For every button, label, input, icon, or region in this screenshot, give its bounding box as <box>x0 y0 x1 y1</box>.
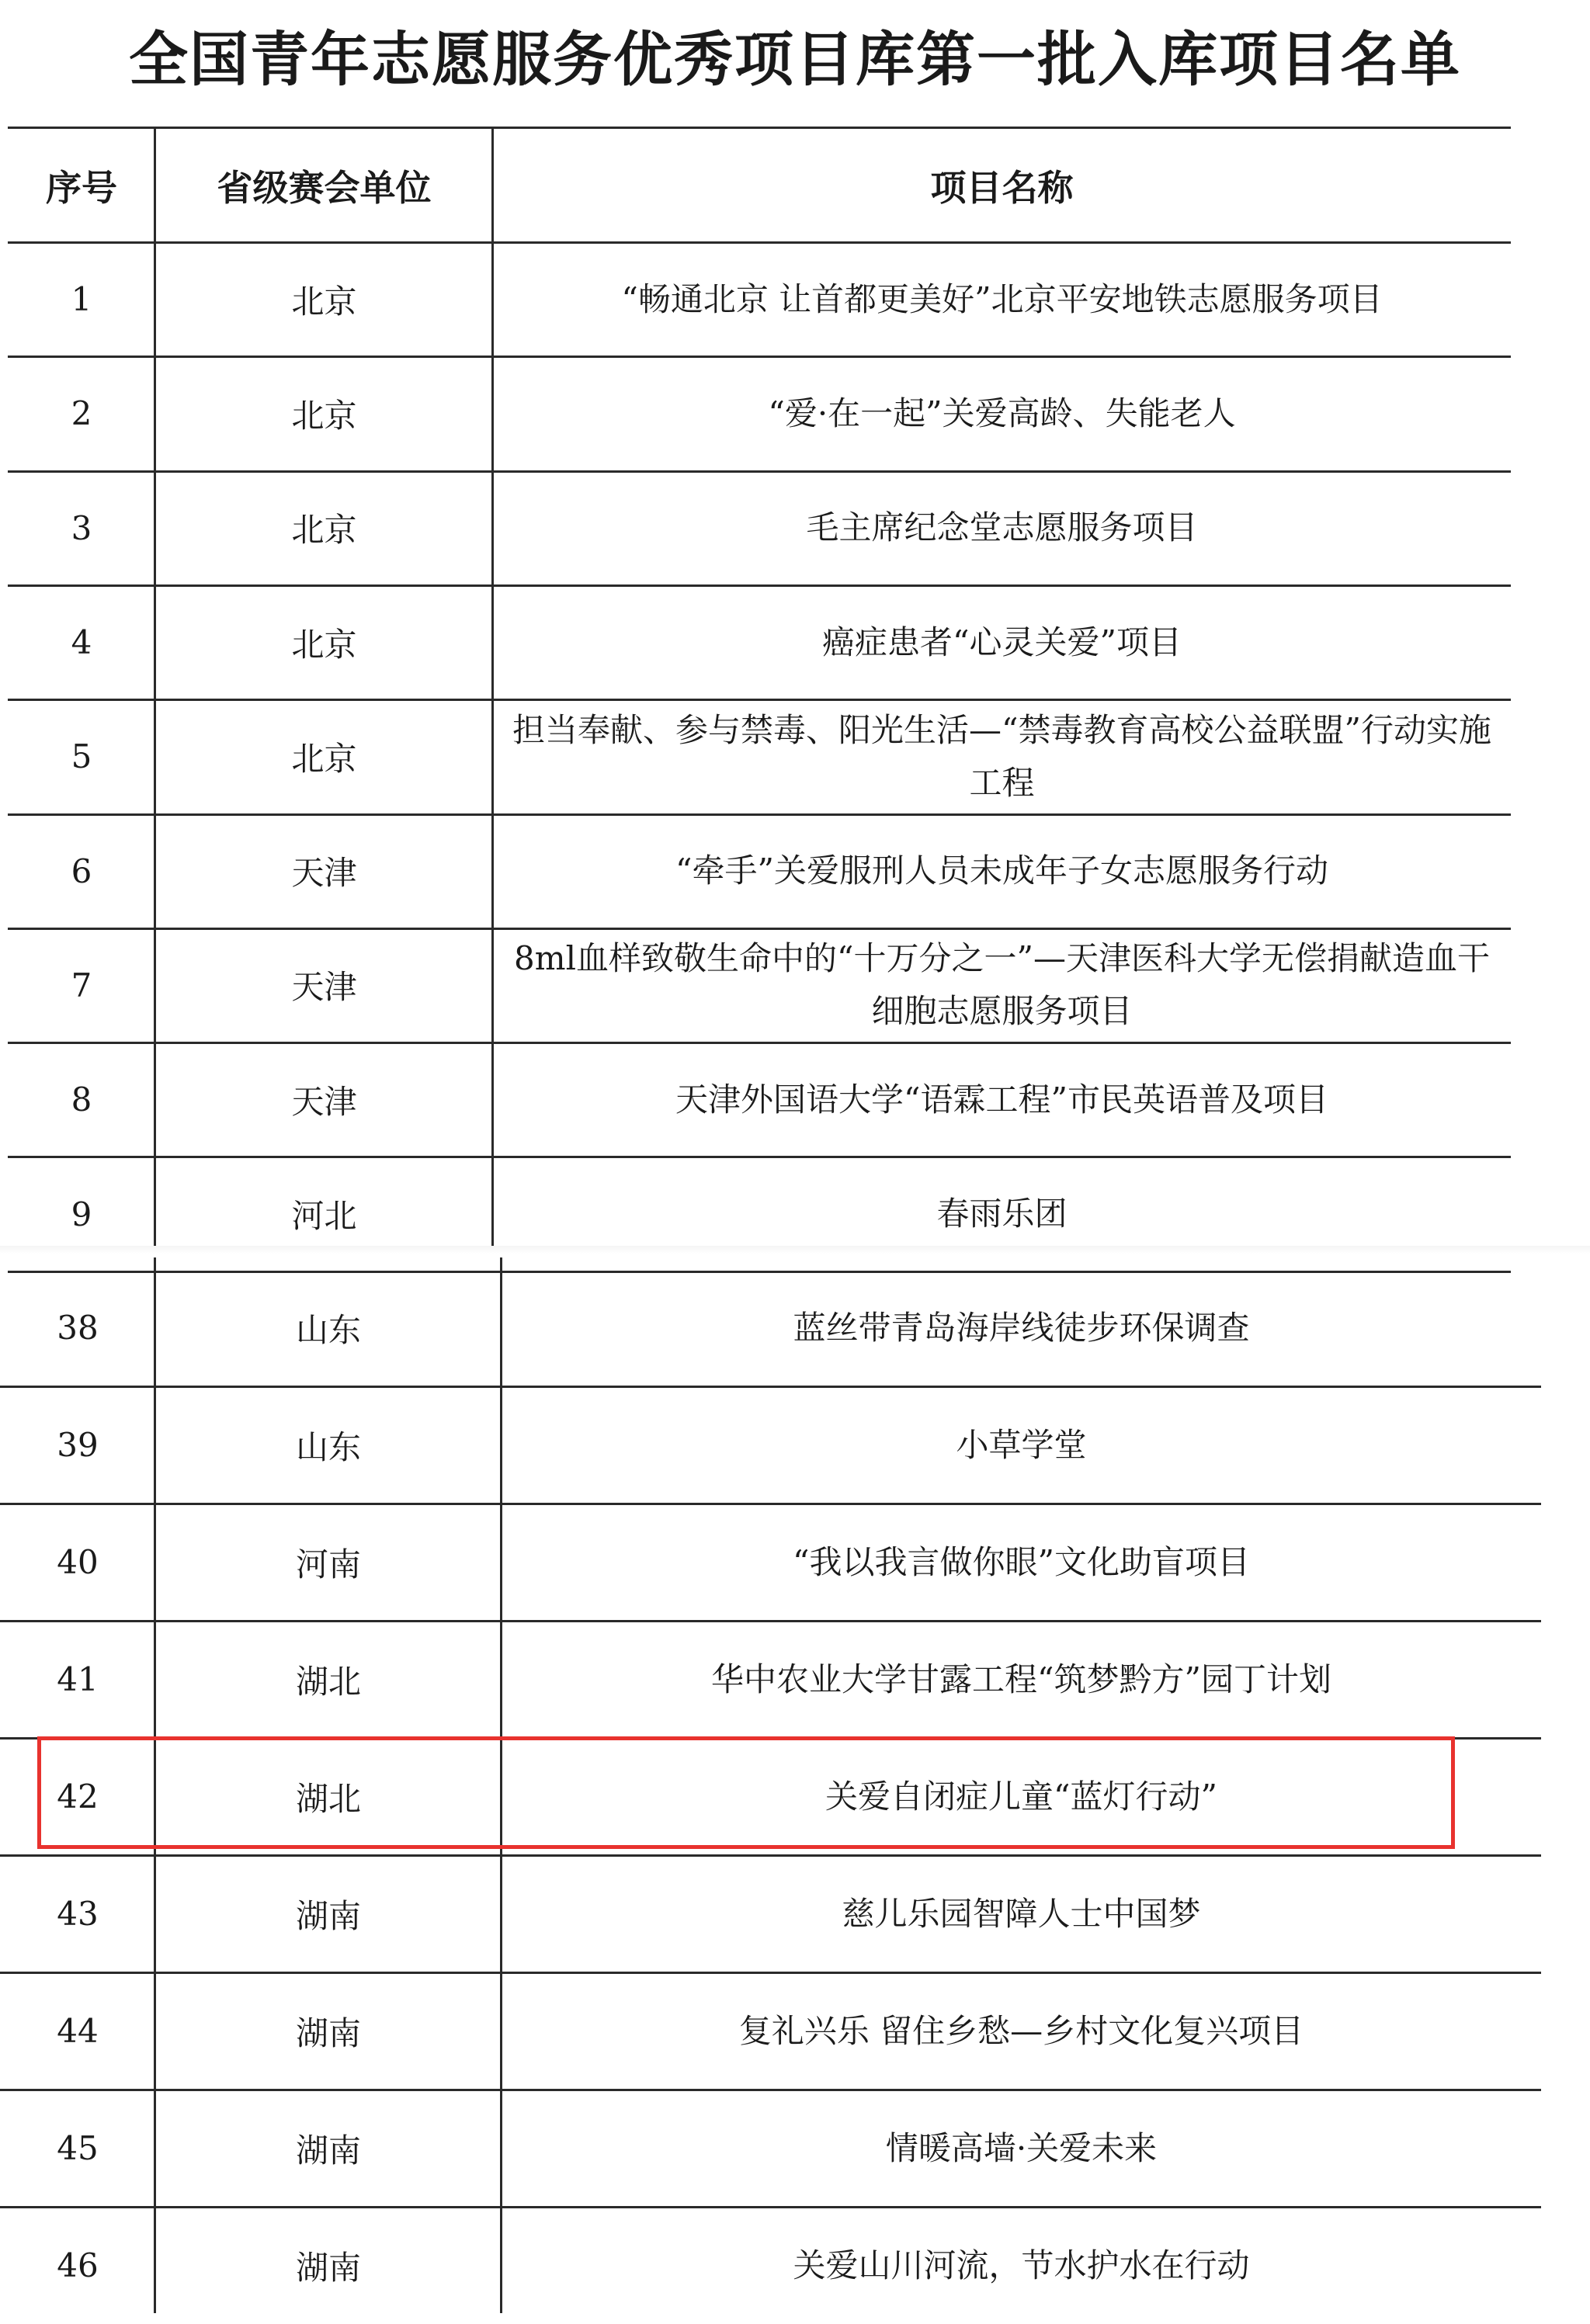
row-seq: 7 <box>71 966 92 1004</box>
header-name: 项目名称 <box>930 166 1074 209</box>
row-unit: 河南 <box>295 1545 361 1583</box>
row-seq: 40 <box>57 1543 99 1581</box>
row-project-name: 复礼兴乐 留住乡愁—乡村文化复兴项目 <box>738 2011 1304 2050</box>
document-title: 全国青年志愿服务优秀项目库第一批入库项目名单 <box>129 25 1461 94</box>
row-project-name: 春雨乐团 <box>936 1195 1068 1233</box>
table-rule <box>0 2206 1541 2208</box>
row-unit: 湖南 <box>295 1896 361 1935</box>
row-project-name: “爱·在一起”关爱高龄、失能老人 <box>768 394 1236 432</box>
table-row <box>0 2207 1541 2324</box>
row-seq: 45 <box>57 2129 99 2167</box>
row-seq: 42 <box>57 1778 99 1816</box>
table-row <box>0 1738 1541 1855</box>
row-project-name: 毛主席纪念堂志愿服务项目 <box>806 508 1198 547</box>
row-unit: 天津 <box>291 968 357 1007</box>
header-seq: 序号 <box>46 166 117 209</box>
row-seq: 1 <box>71 280 92 319</box>
row-project-name: “牵手”关爱服刑人员未成年子女志愿服务行动 <box>675 852 1328 890</box>
table-rule <box>0 1503 1541 1505</box>
row-unit: 天津 <box>291 854 357 893</box>
row-seq: 43 <box>57 1895 99 1933</box>
row-project-name: 癌症患者“心灵关爱”项目 <box>822 623 1182 661</box>
row-project-name: 关爱自闭症儿童“蓝灯行动” <box>825 1777 1217 1816</box>
table-row <box>0 1504 1541 1621</box>
row-unit: 湖南 <box>295 2014 361 2052</box>
row-project-name: 关爱山川河流，节水护水在行动 <box>793 2246 1250 2284</box>
row-unit: 湖北 <box>295 1662 361 1701</box>
row-project-name: 8ml血样致敬生命中的“十万分之一”—天津医科大学无偿捐献造血干细胞志愿服务项目 <box>514 939 1490 1031</box>
row-project-name: 蓝丝带青岛海岸线徒步环保调查 <box>793 1308 1250 1347</box>
table-rule <box>0 2089 1541 2091</box>
row-unit: 湖南 <box>295 2131 361 2170</box>
row-project-name: “畅通北京 让首都更美好”北京平安地铁志愿服务项目 <box>621 279 1383 318</box>
row-unit: 山东 <box>295 1310 361 1349</box>
row-seq: 41 <box>57 1660 99 1698</box>
row-project-name: 情暖高墙·关爱未来 <box>885 2128 1158 2167</box>
row-seq: 8 <box>71 1080 92 1119</box>
row-seq: 39 <box>57 1426 99 1464</box>
row-seq: 6 <box>71 852 92 890</box>
table-rule <box>0 1386 1541 1388</box>
column-divider <box>500 1257 502 2313</box>
row-unit: 天津 <box>291 1082 357 1121</box>
row-seq: 2 <box>71 394 92 433</box>
row-seq: 38 <box>57 1309 99 1347</box>
table-rule <box>0 1854 1541 1857</box>
row-seq: 9 <box>71 1195 92 1233</box>
row-unit: 北京 <box>291 625 357 664</box>
table-rule <box>0 1620 1541 1622</box>
row-unit: 北京 <box>291 739 357 778</box>
row-unit: 河北 <box>291 1197 357 1236</box>
table-rule <box>0 1737 1541 1740</box>
row-seq: 5 <box>71 737 92 776</box>
row-unit: 湖北 <box>295 1779 361 1818</box>
table-row <box>0 1972 1541 2090</box>
row-project-name: 华中农业大学甘露工程“筑梦黔方”园丁计划 <box>711 1660 1331 1698</box>
table-row <box>0 1621 1541 1738</box>
table-row <box>0 1855 1541 1972</box>
column-divider <box>154 1257 156 2313</box>
row-project-name: 慈儿乐园智障人士中国梦 <box>842 1894 1201 1933</box>
row-project-name: 天津外国语大学“语霖工程”市民英语普及项目 <box>675 1080 1328 1119</box>
row-project-name: “我以我言做你眼”文化助盲项目 <box>793 1542 1250 1581</box>
row-unit: 北京 <box>291 396 357 435</box>
row-project-name: 小草学堂 <box>956 1425 1087 1464</box>
row-unit: 北京 <box>291 282 357 321</box>
row-seq: 3 <box>71 508 92 547</box>
row-unit: 山东 <box>295 1427 361 1466</box>
row-unit: 北京 <box>291 511 357 550</box>
table-row <box>0 1269 1541 1386</box>
row-project-name: 担当奉献、参与禁毒、阳光生活—“禁毒教育高校公益联盟”行动实施工程 <box>512 710 1491 802</box>
row-seq: 46 <box>57 2246 99 2284</box>
row-unit: 湖南 <box>295 2248 361 2287</box>
row-seq: 4 <box>71 623 92 662</box>
table-row <box>0 2090 1541 2207</box>
header-unit: 省级赛会单位 <box>217 166 432 209</box>
table-rule <box>0 1972 1541 1974</box>
table-row <box>0 1386 1541 1504</box>
row-seq: 44 <box>57 2012 99 2050</box>
